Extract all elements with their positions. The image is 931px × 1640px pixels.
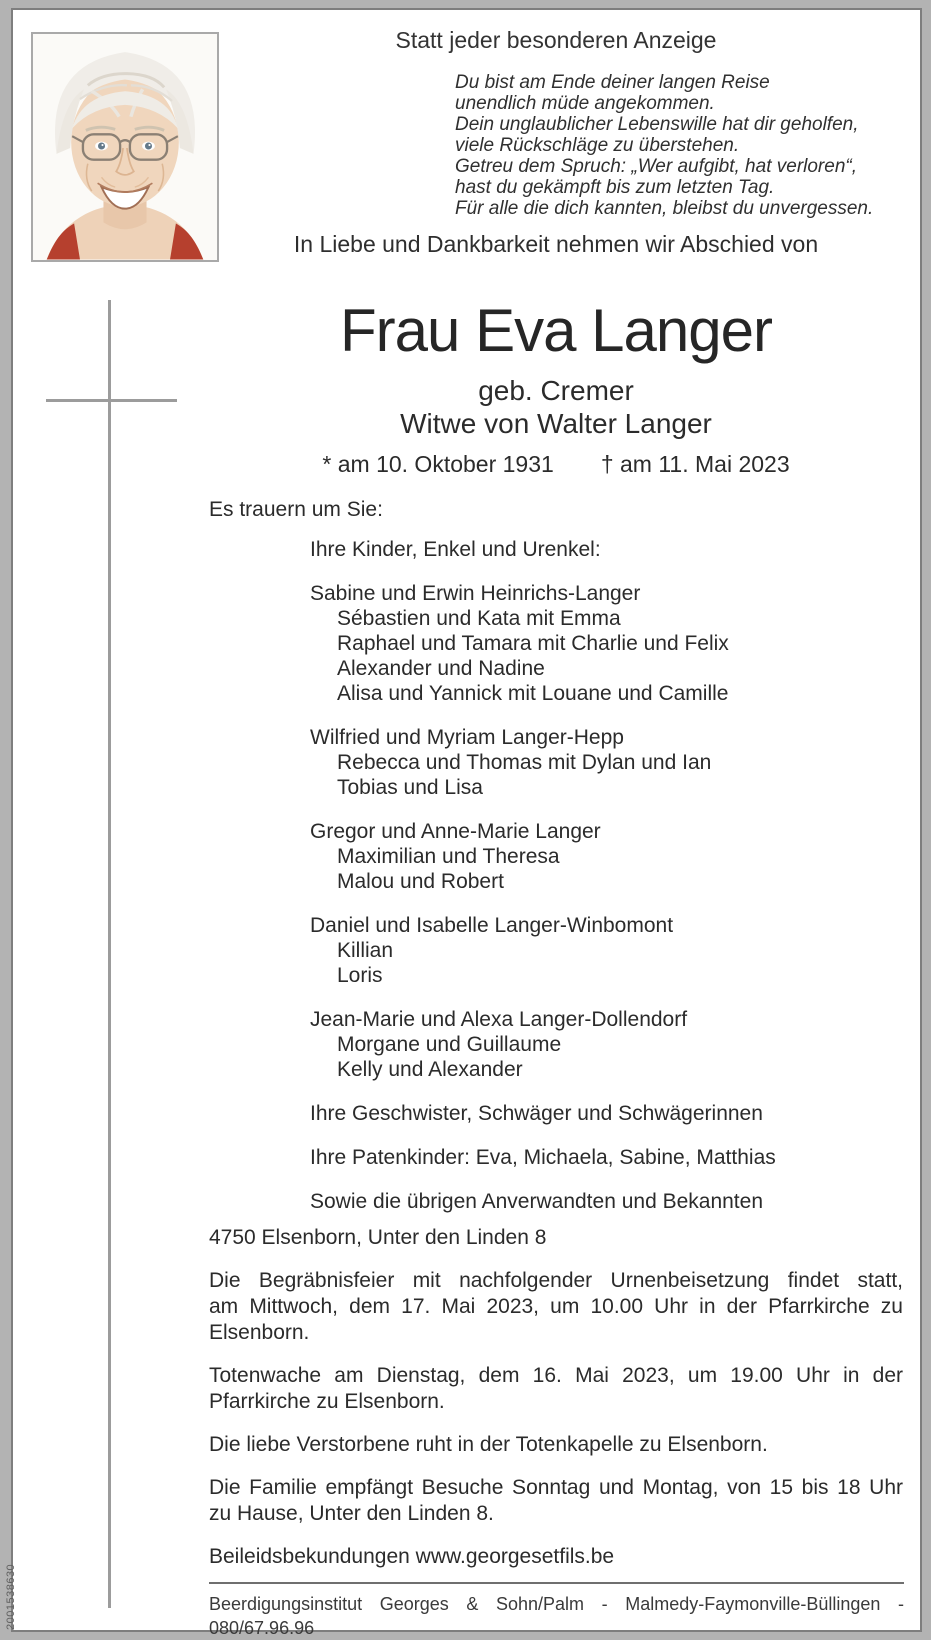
group-member: Raphael und Tamara mit Charlie und Felix (337, 632, 729, 655)
group-head: Wilfried und Myriam Langer-Hepp (310, 726, 624, 749)
home-address: 4750 Elsenborn, Unter den Linden 8 (209, 1226, 547, 1249)
side-reference-code: 2001538630 (5, 1563, 17, 1630)
group-member: Malou und Robert (337, 870, 504, 893)
mourning-intro: Es trauern um Sie: (209, 498, 383, 521)
death-date: † am 11. Mai 2023 (600, 451, 790, 477)
condolences-notice (209, 1544, 903, 1570)
poem-line: unendlich müde angekommen. (455, 93, 715, 114)
notice-line: Pfarrkirche zu Elsenborn. (209, 1390, 445, 1413)
poem-line: Für alle die dich kannten, bleibst du unvergessen. (455, 198, 874, 219)
funeral-institute-line: Beerdigungsinstitut Georges & Sohn/Palm - Malmedy-Faymonville-Büllingen - 080/67.96.96 (209, 1594, 904, 1638)
group-head: Gregor und Anne-Marie Langer (310, 820, 601, 843)
deceased-subnames (209, 374, 903, 440)
funeral-notice (209, 1268, 903, 1346)
footer-divider (209, 1582, 904, 1584)
poem-line: Du bist am Ende deiner langen Reise (455, 72, 770, 93)
maiden-name: geb. Cremer (478, 375, 634, 406)
group-head: Daniel und Isabelle Langer-Winbomont (310, 914, 674, 937)
group-member: Killian (337, 939, 394, 962)
children-heading: Ihre Kinder, Enkel und Urenkel: (310, 538, 601, 561)
other-mourners-line: Ihre Geschwister, Schwäger und Schwägerinnen (310, 1102, 763, 1125)
group-member: Maximilian und Theresa (337, 845, 560, 868)
family-group (310, 1007, 910, 1082)
notice-line: Die Familie empfängt Besuche Sonntag und Montag, von 15 bis 18 Uhr (209, 1476, 903, 1499)
group-member: Kelly und Alexander (337, 1058, 523, 1081)
family-group (310, 819, 910, 894)
notice-line: Die Begräbnisfeier mit nachfolgender Urnenbeisetzung findet statt, (209, 1269, 903, 1292)
group-member: Morgane und Guillaume (337, 1033, 562, 1056)
group-member: Loris (337, 964, 383, 987)
group-head: Sabine und Erwin Heinrichs-Langer (310, 582, 641, 605)
memorial-poem (455, 72, 915, 219)
group-member: Sébastien und Kata mit Emma (337, 607, 621, 630)
group-member: Alexander und Nadine (337, 657, 545, 680)
notice-line: Totenwache am Dienstag, dem 16. Mai 2023, um 19.00 Uhr in der (209, 1364, 903, 1387)
farewell-line: In Liebe und Dankbarkeit nehmen wir Abschied von (293, 231, 819, 257)
deceased-name: Frau Eva Langer (340, 297, 772, 364)
notice-line: am Mittwoch, dem 17. Mai 2023, um 10.00 Uhr in der Pfarrkirche zu (209, 1295, 903, 1318)
deceased-photo (31, 32, 219, 262)
family-group (310, 725, 910, 800)
poem-line: Dein unglaublicher Lebenswille hat dir geholfen, (455, 114, 859, 135)
poem-line: viele Rückschläge zu überstehen. (455, 135, 740, 156)
notice-line: Die liebe Verstorbene ruht in der Totenkapelle zu Elsenborn. (209, 1433, 768, 1456)
group-member: Tobias und Lisa (337, 776, 483, 799)
resting-notice (209, 1432, 903, 1458)
poem-line: Getreu dem Spruch: „Wer aufgibt, hat verloren“, (455, 156, 857, 177)
condolences-line: Beileidsbekundungen www.georgesetfils.be (209, 1545, 615, 1568)
life-dates (209, 451, 903, 477)
family-group (310, 581, 910, 706)
group-head: Jean-Marie und Alexa Langer-Dollendorf (310, 1008, 688, 1031)
birth-date: * am 10. Oktober 1931 (322, 451, 554, 477)
visits-notice (209, 1475, 903, 1527)
group-member: Alisa und Yannick mit Louane und Camille (337, 682, 729, 705)
poem-line: hast du gekämpft bis zum letzten Tag. (455, 177, 775, 198)
group-member: Rebecca und Thomas mit Dylan und Ian (337, 751, 712, 774)
family-group (310, 913, 910, 988)
other-mourners-line: Sowie die übrigen Anverwandten und Bekannten (310, 1190, 763, 1213)
cross-horizontal-line (46, 399, 177, 402)
notice-line: Elsenborn. (209, 1321, 310, 1344)
notice-line: zu Hause, Unter den Linden 8. (209, 1502, 494, 1525)
other-mourners-line: Ihre Patenkinder: Eva, Michaela, Sabine, Matthias (310, 1146, 776, 1169)
mourners-list (310, 537, 910, 1233)
announcement-line: Statt jeder besonderen Anzeige (395, 27, 717, 53)
cross-vertical-line (108, 300, 111, 1608)
portrait-elderly-woman-illustration (33, 34, 217, 260)
widow-line: Witwe von Walter Langer (400, 408, 712, 439)
wake-notice (209, 1363, 903, 1415)
